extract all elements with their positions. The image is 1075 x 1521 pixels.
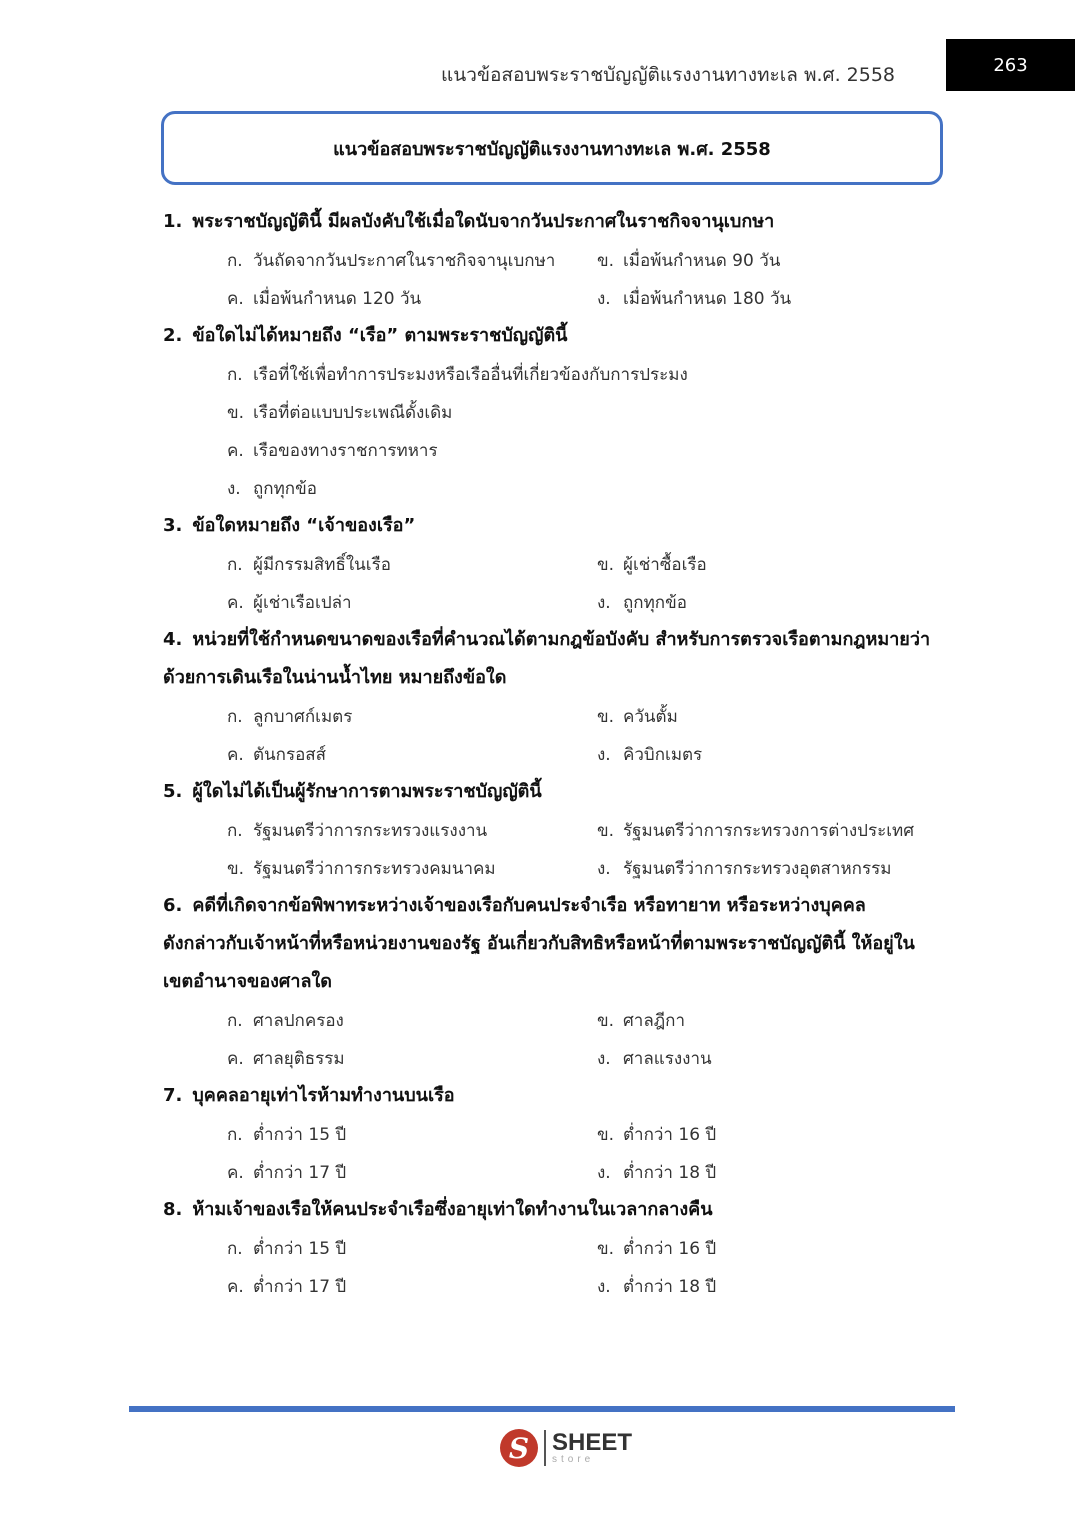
question-7 <box>163 1077 953 1191</box>
question-text: 2. ข้อใดไม่ได้หมายถึง “เรือ” ตามพระราชบัญญัตินี้ <box>163 325 568 346</box>
logo-text: SHEET <box>552 1429 633 1456</box>
sheet-store-logo <box>500 1426 632 1470</box>
option: ค. เมื่อพ้นกำหนด 120 วัน <box>227 288 422 309</box>
option: ง. ถูกทุกข้อ <box>227 478 317 499</box>
option: ข. ควันตั้ม <box>597 706 678 727</box>
option: ข. ผู้เช่าซื้อเรือ <box>597 554 707 575</box>
question-4 <box>163 621 953 773</box>
page-number: 263 <box>946 39 1075 91</box>
option: ข. เมื่อพ้นกำหนด 90 วัน <box>597 250 781 271</box>
option: ง. รัฐมนตรีว่าการกระทรวงอุตสาหกรรม <box>597 858 892 879</box>
option: ค. เรือของทางราชการทหาร <box>227 440 438 461</box>
title-box-text: แนวข้อสอบพระราชบัญญัติแรงงานทางทะเล พ.ศ. 2558 <box>333 138 771 160</box>
option: ง. ศาลแรงงาน <box>597 1048 712 1069</box>
logo-separator <box>544 1430 546 1466</box>
option: ง. ถูกทุกข้อ <box>597 592 687 613</box>
logo-subtext: store <box>552 1454 595 1465</box>
logo-s-icon: S <box>500 1429 538 1467</box>
option: ข. เรือที่ต่อแบบประเพณีดั้งเดิม <box>227 402 453 423</box>
option: ง. ต่ำกว่า 18 ปี <box>597 1162 717 1183</box>
option: ก. วันถัดจากวันประกาศในราชกิจจานุเบกษา <box>227 250 556 271</box>
question-text-cont: ด้วยการเดินเรือในน่านน้ำไทย หมายถึงข้อใด <box>163 667 507 688</box>
option: ก. เรือที่ใช้เพื่อทำการประมงหรือเรืออื่นที่เกี่ยวข้องกับการประมง <box>227 364 688 385</box>
question-6 <box>163 887 953 1077</box>
option: ง. ต่ำกว่า 18 ปี <box>597 1276 717 1297</box>
question-8 <box>163 1191 953 1305</box>
question-text: 7. บุคคลอายุเท่าไรห้ามทำงานบนเรือ <box>163 1085 455 1106</box>
option: ก. ต่ำกว่า 15 ปี <box>227 1238 347 1259</box>
question-text: 3. ข้อใดหมายถึง “เจ้าของเรือ” <box>163 515 416 536</box>
option: ง. คิวบิกเมตร <box>597 744 703 765</box>
option: ก. ศาลปกครอง <box>227 1010 344 1031</box>
question-text: 4. หน่วยที่ใช้กำหนดขนาดของเรือที่คำนวณได้ตามกฎข้อบังคับ สำหรับการตรวจเรือตามกฎหมายว่า <box>163 629 931 650</box>
option: ข. รัฐมนตรีว่าการกระทรวงการต่างประเทศ <box>597 820 915 841</box>
option: ก. ผู้มีกรรมสิทธิ์ในเรือ <box>227 554 391 575</box>
footer-divider <box>129 1406 955 1412</box>
question-text: 1. พระราชบัญญัตินี้ มีผลบังคับใช้เมื่อใดนับจากวันประกาศในราชกิจจานุเบกษา <box>163 211 775 232</box>
question-1 <box>163 203 953 317</box>
option: ค. ต่ำกว่า 17 ปี <box>227 1162 347 1183</box>
option: ค. ศาลยุติธรรม <box>227 1048 345 1069</box>
option: ค. ต่ำกว่า 17 ปี <box>227 1276 347 1297</box>
question-text: 5. ผู้ใดไม่ได้เป็นผู้รักษาการตามพระราชบัญญัตินี้ <box>163 781 542 802</box>
option: ข. ต่ำกว่า 16 ปี <box>597 1238 717 1259</box>
option: ข. ต่ำกว่า 16 ปี <box>597 1124 717 1145</box>
question-text: 6. คดีที่เกิดจากข้อพิพาทระหว่างเจ้าของเรือกับคนประจำเรือ หรือทายาท หรือระหว่างบุคคล <box>163 895 866 916</box>
option: ก. รัฐมนตรีว่าการกระทรวงแรงงาน <box>227 820 488 841</box>
option: ค. ผู้เช่าเรือเปล่า <box>227 592 352 613</box>
question-2 <box>163 317 953 507</box>
option: ก. ลูกบาศก์เมตร <box>227 706 353 727</box>
question-3 <box>163 507 953 621</box>
question-list <box>163 203 953 1305</box>
question-text-cont: ดังกล่าวกับเจ้าหน้าที่หรือหน่วยงานของรัฐ อันเกี่ยวกับสิทธิหรือหน้าที่ตามพระราชบัญญัตินี้ ให้อยู่ใน <box>163 933 915 954</box>
option: ค. ตันกรอสส์ <box>227 744 327 765</box>
title-box <box>161 111 943 185</box>
option: ข. ศาลฎีกา <box>597 1010 686 1031</box>
question-text-cont: เขตอำนาจของศาลใด <box>163 971 332 992</box>
option: ข. รัฐมนตรีว่าการกระทรวงคมนาคม <box>227 858 496 879</box>
option: ก. ต่ำกว่า 15 ปี <box>227 1124 347 1145</box>
running-title: แนวข้อสอบพระราชบัญญัติแรงงานทางทะเล พ.ศ. 2558 <box>441 64 895 86</box>
question-5 <box>163 773 953 887</box>
option: ง. เมื่อพ้นกำหนด 180 วัน <box>597 288 792 309</box>
question-text: 8. ห้ามเจ้าของเรือให้คนประจำเรือซึ่งอายุเท่าใดทำงานในเวลากลางคืน <box>163 1199 713 1220</box>
